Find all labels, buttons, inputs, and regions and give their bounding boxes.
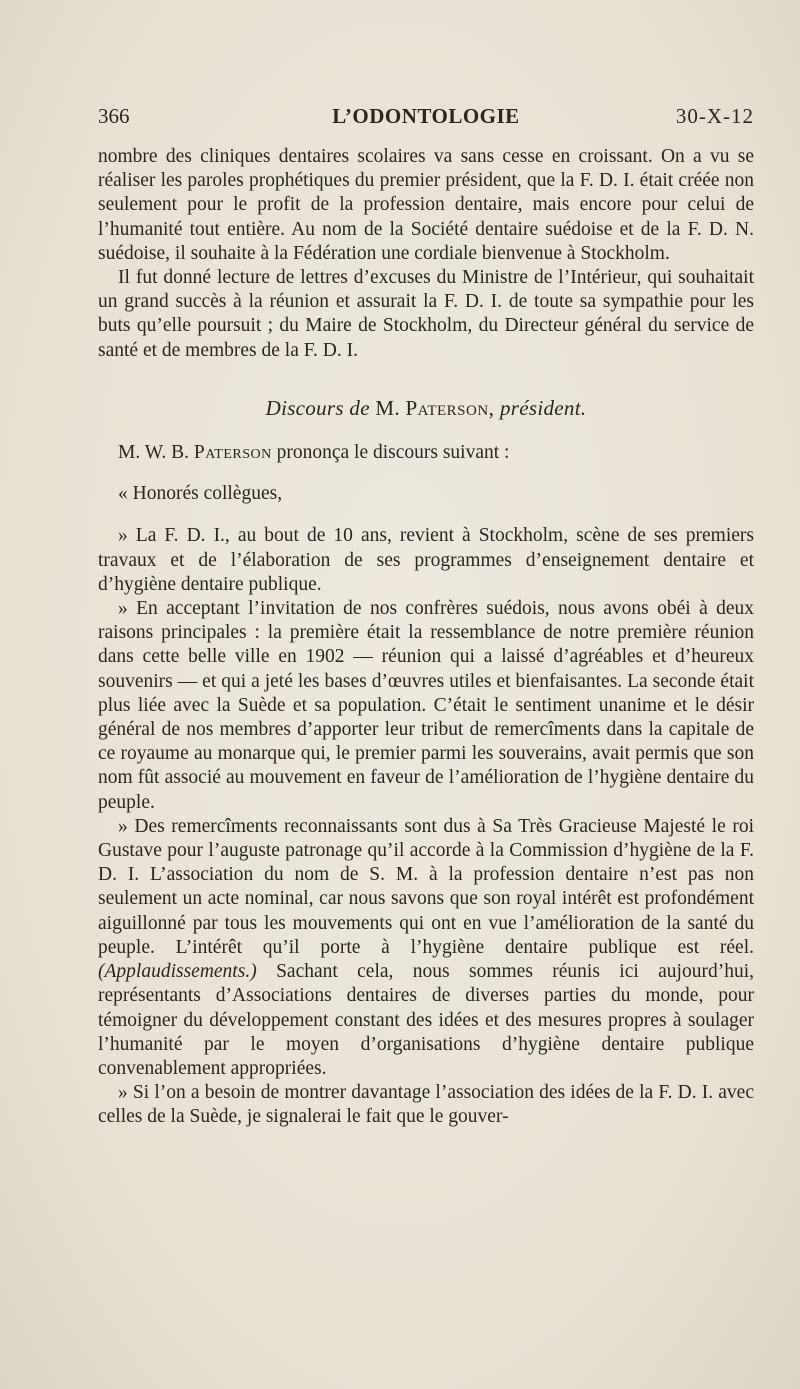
section-heading xyxy=(98,396,754,420)
speech-paragraph-3-before: » Des remercîments reconnaissants sont dus à Sa Très Gracieuse Majesté le roi Gustave pour l’auguste patronage qu’il accorde à la Commission d’hygiène de la F. D. I. L’association du nom de S. M. à la profession dentaire n’est pas non seulement un acte nominal, car nous savons que son royal intérêt est profondément aiguillonné par tous les mouvements qui ont en vue l’amélioration de la santé du peuple. L’intérêt qu’il porte à l’hygiène dentaire publique est réel. xyxy=(98,815,754,958)
applause-note: (Applaudissements.) xyxy=(98,961,257,983)
issue-date: 30-X-12 xyxy=(675,104,754,128)
greeting: « Honorés collègues, xyxy=(118,483,283,505)
speech-intro xyxy=(98,441,754,465)
paragraph-2: Il fut donné lecture de lettres d’excuses du Ministre de l’Intérieur, qui souhaitait un grand succès à la réunion et assurait la F. D. I. de toute sa sympathie pour les buts qu’elle poursuit ; du Maire de Stockholm, du Directeur général du service de santé et de membres de la F. D. I. xyxy=(98,267,754,361)
speech-paragraph-3 xyxy=(98,815,754,1081)
speech-paragraph-4: » Si l’on a besoin de montrer davantage l’association des idées de la F. D. I. avec celles de la Suède, je signalerai le fait que le gouver- xyxy=(98,1082,754,1128)
heading-title-abbr: M. xyxy=(375,395,400,420)
heading-prefix: Discours de xyxy=(265,395,370,420)
speaker-prefix: M. W. B. xyxy=(118,442,189,464)
heading-role: président. xyxy=(499,395,587,420)
speech-paragraph-3-after: Sachant cela, nous sommes réunis ici aujourd’hui, représentants d’Associations dentaires de diverses parties du monde, pour témoigner du développement constant des idées et des mesures propres à soulager l’humanité par le moyen d’organisations d’hygiène dentaire publique convenablement appropriées. xyxy=(98,961,754,1079)
speech-paragraph-1: » La F. D. I., au bout de 10 ans, revient à Stockholm, scène de ses premiers travaux et de l’élaboration de ses programmes d’enseignement dentaire et d’hygiène dentaire publique. xyxy=(98,525,754,595)
article-body xyxy=(98,145,754,1130)
journal-title: L’ODONTOLOGIE xyxy=(332,104,520,128)
heading-name: Paterson, xyxy=(405,395,495,420)
speech-paragraph-2: » En acceptant l’invitation de nos confrères suédois, nous avons obéi à deux raisons principales : la première était la ressemblance de notre première réunion dans cette belle ville en 1902 — réunion qui a laissé d’agréables et d’heureux souvenirs — et qui a jeté les bases d’œuvres utiles et bienfaisantes. La seconde était plus liée avec la Suède et sa population. C’était le sentiment unanime et le désir général de nos membres d’apporter leur tribut de remercîments dans la capitale de ce royaume au monarque qui, le premier parmi les souverains, avait permis que son nom fût associé au mouvement en faveur de l’amélioration de l’hygiène dentaire du peuple. xyxy=(98,598,754,813)
speaker-name: Paterson xyxy=(193,442,272,464)
paragraph-1: nombre des cliniques dentaires scolaires va sans cesse en croissant. On a vu se réaliser les paroles prophétiques du premier président, que la F. D. I. était créée non seulement pour le profit de la profession dentaire, mais encore pour celui de l’humanité tout entière. Au nom de la Société dentaire suédoise et de la F. D. N. suédoise, il souhaite à la Fédération une cordiale bienvenue à Stockholm. xyxy=(98,146,754,264)
speech-intro-text: prononça le discours suivant : xyxy=(276,442,510,464)
page-number: 366 xyxy=(98,104,130,128)
running-header xyxy=(98,104,754,134)
